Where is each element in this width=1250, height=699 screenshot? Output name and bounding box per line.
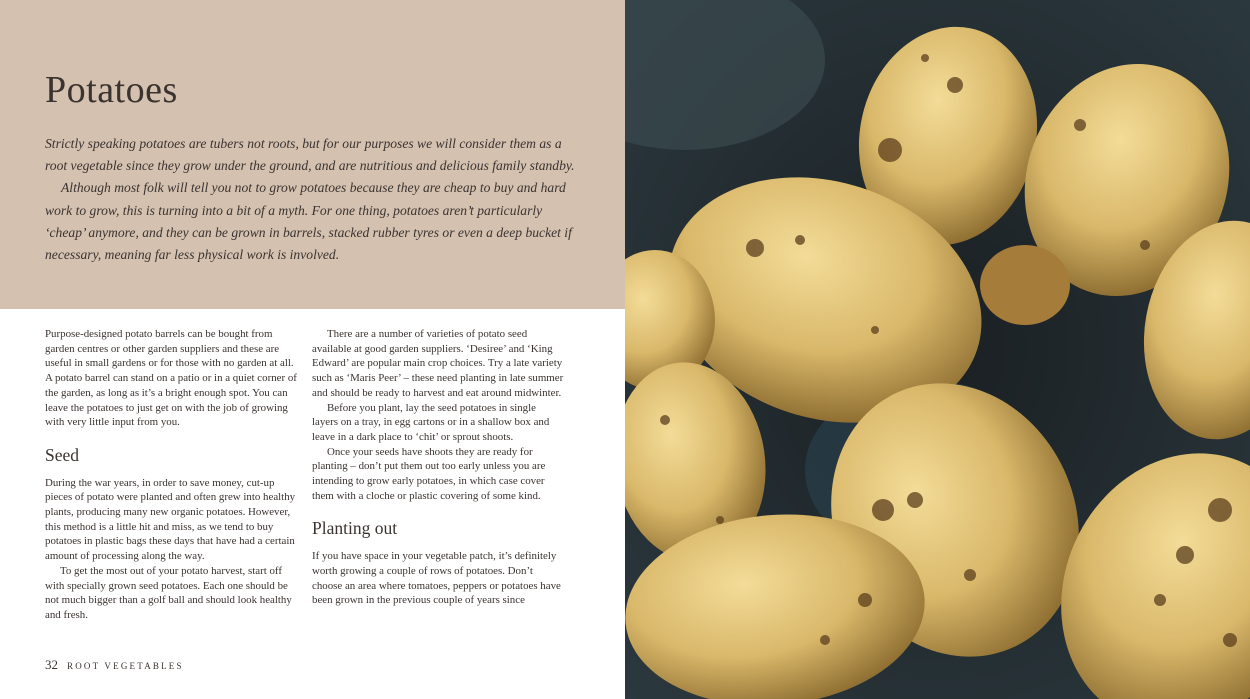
- intro-banner: [0, 0, 625, 309]
- intro-paragraph: Strictly speaking potatoes are tubers not roots, but for our purposes we will consider them as a root vegetable since they grow under the ground, and are nutritious and delicious family standby.: [45, 136, 575, 174]
- page-number: 32: [45, 657, 58, 672]
- section-name: ROOT VEGETABLES: [67, 661, 184, 671]
- page-footer: [45, 657, 184, 673]
- body-paragraph: During the war years, in order to save money, cut-up pieces of potato were planted and often grew into healthy plants, producing many new organic potatoes. However, this method is a little hit and miss, as we tend to buy potatoes in plastic bags these days that have had a certain amount of processing along the way.: [45, 476, 296, 563]
- section-heading-seed: Seed: [45, 444, 80, 465]
- intro-text: [45, 133, 575, 266]
- body-paragraph: There are a number of varieties of potato seed available at good garden suppliers. ‘Desiree’ and ‘King Edward’ are popular main crop choices. Try a late variety such as ‘Maris Peer’ – these need planting in late summer and should be ready to harvest and eat around midwinter.: [312, 328, 564, 399]
- body-paragraph: Before you plant, lay the seed potatoes in single layers on a tray, in egg cartons or in a shallow box and leave in a dark place to ‘chit’ or sprout shoots.: [312, 401, 550, 443]
- page-title: Potatoes: [45, 69, 178, 111]
- body-paragraph: Once your seeds have shoots they are ready for planting – don’t put them out too early unless you are intending to grow early potatoes, in which case cover them with a cloche or plastic covering of some kind.: [312, 445, 546, 502]
- intro-paragraph: Although most folk will tell you not to grow potatoes because they are cheap to buy and hard work to grow, this is turning into a bit of a myth. For one thing, potatoes aren’t particularly ‘cheap’ anymore, and they can be grown in barrels, stacked rubber tyres or even a deep bucket if necessary, meaning far less physical work is involved.: [45, 180, 572, 263]
- potatoes-image: [625, 0, 1250, 699]
- section-heading-planting-out: Planting out: [312, 518, 398, 539]
- body-paragraph: To get the most out of your potato harvest, start off with specially grown seed potatoes. Each one should be not much bigger than a golf ball and should look healthy and fresh.: [45, 564, 292, 621]
- potatoes-photo: [625, 0, 1250, 699]
- text-column-right: [312, 327, 564, 608]
- body-paragraph: If you have space in your vegetable patch, it’s definitely worth growing a couple of rows of potatoes. Don’t choose an area where tomatoes, peppers or potatoes have been grown in the previous couple of years since: [312, 550, 561, 607]
- body-paragraph: Purpose-designed potato barrels can be bought from garden centres or other garden suppliers and these are useful in small gardens or for those with no garden at all. A potato barrel can stand on a patio or in a quiet corner of the garden, as long as it’s a bright enough spot. You can leave the potatoes to just get on with the job of growing with very little input from you.: [45, 328, 297, 429]
- text-column-left: [45, 327, 297, 623]
